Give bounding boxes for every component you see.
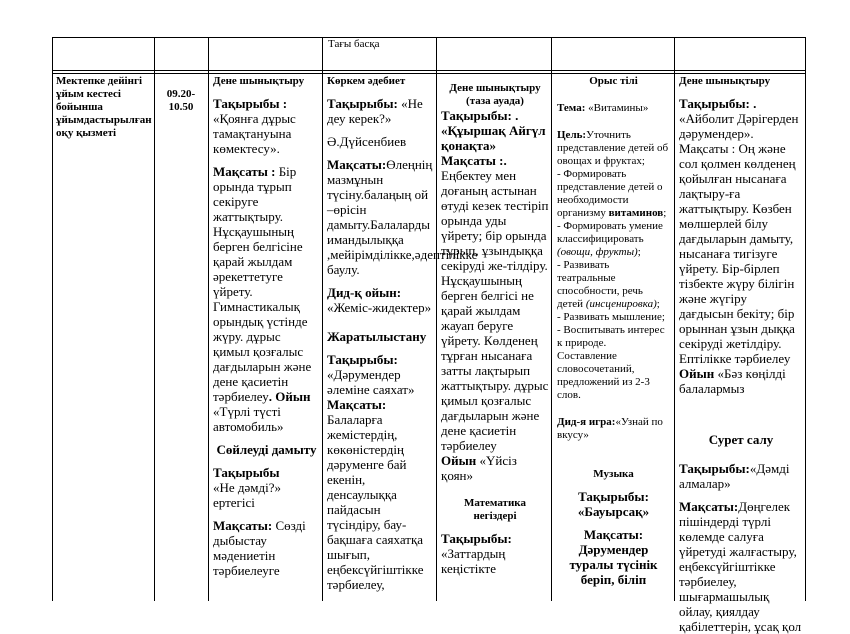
topic-text: «Айболит Дәрігерден дәрумендер».: [679, 111, 799, 141]
column-divider: [436, 37, 437, 601]
game-text: «Бәз көңілді балалармыз: [679, 366, 786, 396]
game-label: Дид-я игра:: [557, 416, 616, 428]
goal-item-italic: (инсценировка): [585, 298, 657, 310]
goal-label: Мақсаты:: [327, 397, 387, 412]
topic-paragraph: [679, 96, 803, 141]
goal-paragraph: [557, 129, 670, 168]
goal-label: Цель:: [557, 129, 587, 141]
goal-item-text: - Формировать представление детей о необходимости организму: [557, 168, 663, 219]
topic-label: Тақырыбы:: [441, 531, 512, 546]
game-label: Ойын: [679, 366, 715, 381]
lesson-title: Сурет салу: [708, 432, 774, 447]
topic-text: «Бауырсақ»: [577, 504, 650, 519]
lesson-title: Орыс тілі: [589, 75, 638, 87]
topic-text: «Не дәмді?» ертегісі: [213, 480, 282, 510]
top-row-extra: [328, 38, 432, 51]
row-label: Мектепке дейінгі ұйым кестесі бойынша ұйымдастырылған оқу қызметі: [56, 75, 152, 139]
topic-label: Тақырыбы: .: [679, 96, 757, 111]
time-cell: [156, 75, 206, 114]
goal-paragraph: [213, 518, 320, 578]
game-paragraph: [441, 453, 549, 483]
goal-text: Мақсаты : Оң және сол қолмен көлденең қойылған нысанаға лақтыру-ға жаттықтыру. Көзбен мөлшерлей білу дағдыларын дамыту, нысанаға тигізуге үйрету. Бір-бірлеп тізбекте жүру білігін және жүгіру дағдысын бекіту; бір орыннан ұзын дыққа секіруді жетілдіру. Ептілікке тәрбиелеу: [679, 141, 796, 366]
topic-text: «Құыршақ Айгүл қонақта»: [441, 123, 546, 153]
goal-text: Балаларға жемістердің, көкөністердің дәруменге бай екенін, денсаулыққа пайдасын түсіндіру, бау-бақшаға саяхатқа шығып, еңбексүйгіштікке тәрбиелеу,: [327, 412, 424, 592]
game-paragraph: [557, 416, 670, 442]
topic-text: «Заттардың кеңістікте: [441, 546, 506, 576]
row-divider: [52, 70, 806, 71]
goal-label: Мақсаты:: [679, 499, 739, 514]
topic-paragraph: [679, 461, 803, 491]
goal-item-italic: (овощи, фрукты): [557, 246, 638, 258]
goal-paragraph: [327, 157, 478, 277]
goal-text: Сөзді дыбыстау мәдениетін тәрбиелеуге: [213, 518, 306, 578]
column-divider: [154, 37, 155, 601]
goal-label: Мақсаты :.: [441, 153, 507, 168]
topic-label: Тақырыбы: [213, 465, 280, 480]
table-border-right: [805, 37, 806, 601]
lesson-subtitle: (таза ауада): [466, 95, 524, 107]
lesson-title: Көркем әдебиет: [327, 75, 406, 87]
topic-text: «Дәмді алмалар»: [679, 461, 790, 491]
goal-text: Дөңгелек пішіндерді түрлі көлемде салуға үйретуді жалғастыру, еңбексүйгіштікке тәрбиелеу, шығармашылық ойлау, қиялдау қабілеттерін, ұсақ қол: [679, 499, 802, 634]
theme-paragraph: [557, 102, 670, 115]
goal-item: - Развивать мышление;: [557, 311, 665, 323]
column-divider: [208, 37, 209, 601]
row-label-cell: [56, 75, 152, 140]
extra-text: Тағы басқа: [328, 38, 380, 50]
goal-text: Өлеңнің мазмұнын түсіну.балаңың ой –өрісін дамыту.Балаларды имандылыққа ,мейірімділікке,әдептілікке баулу.: [327, 157, 478, 277]
goal-label: Мақсаты:: [213, 518, 273, 533]
goal-item-text: - Формировать умение классифицировать: [557, 220, 663, 245]
topic-label: Тақырыбы:: [679, 461, 750, 476]
goal-label: Мақсаты:: [327, 157, 387, 172]
goal-item-end: ;: [656, 298, 660, 310]
topic-text: «Не деу керек?»: [327, 96, 423, 126]
goal-item: - Воспитывать интерес к природе.: [557, 324, 665, 349]
row-divider: [52, 73, 806, 74]
time-value: 09.20- 10.50: [166, 88, 196, 113]
goal-item-end: ;: [637, 246, 641, 258]
game-paragraph: [679, 366, 803, 396]
goal-text: Дәрумендер туралы түсінік беріп, біліп: [569, 542, 658, 587]
topic-text: «Дәрумендер әлеміне саяхат»: [327, 367, 415, 397]
goal-paragraph: [213, 164, 320, 434]
lesson-title: Дене шынықтыру: [213, 75, 305, 87]
column-divider: [674, 37, 675, 601]
goal-item: [557, 259, 670, 311]
lesson-column-4: [557, 75, 670, 601]
goal-text: Бір орында тұрып секіруге жаттықтыру. Нұсқаушының берген белгісіне қарай жылдам әрекеттетуге үйрету. Гимнастикалық орындық үстінде жүру. дұрыс қимыл қозғалыс дағдыларын және дене қасиетін тәрбиелеу: [213, 164, 312, 404]
game-label: . Ойын: [268, 389, 311, 404]
table-border-left: [52, 37, 53, 601]
topic-text: «Қоянға дұрыс тамақтануына көмектесу».: [213, 111, 296, 156]
game-text: «Жеміс-жидектер»: [327, 300, 432, 315]
goal-item-bold: витаминов: [608, 207, 664, 219]
lesson-column-1: [213, 75, 320, 601]
topic-label: Тақырыбы:: [578, 489, 649, 504]
lesson-title: Сөйлеуді дамыту: [216, 442, 317, 457]
lesson-title: Жаратылыстану: [327, 329, 427, 344]
author-name: Ә.Дүйсенбиев: [327, 134, 407, 149]
goal-text: Еңбектеу мен доғаның астынан өтуді кезек тестіріп орында уды үйрету; бір орында тұрып, ұзындыққа секіруді же-тілдіру. Нұсқаушының берген белгісі не қарай жылдам жауап беруге үйрету. Көлденең тұрған нысанаға затты лақтырып жаттықтыру. дұрыс қимыл қозғалыс дағдыларын және дене қасиетін тәрбиелеу: [441, 168, 549, 453]
lesson-title: Музыка: [593, 468, 634, 480]
goal-item: [557, 220, 670, 259]
lesson-column-5: [679, 75, 803, 634]
column-divider: [551, 37, 552, 601]
goal-item: [557, 168, 670, 220]
game-text: «Түрлі түсті автомобиль»: [213, 404, 284, 434]
goal-item-text: - Развивать театральные способности, речь детей: [557, 259, 643, 310]
topic-label: Тақырыбы:: [327, 352, 398, 367]
game-label: Ойын: [441, 453, 477, 468]
lesson-column-3: [441, 82, 549, 601]
column-divider: [322, 37, 323, 601]
goal-label: Мақсаты:: [583, 527, 644, 542]
game-text: «Үйсіз қоян»: [441, 453, 517, 483]
topic-label: Тақырыбы :: [213, 96, 288, 111]
goal-paragraph: [679, 499, 803, 634]
topic-label: Тақырыбы: .: [441, 108, 519, 123]
topic-paragraph: [327, 96, 434, 126]
game-label: Дид-қ ойын:: [327, 285, 402, 300]
goal-item: Составление словосочетаний, предложений из 2-3 слов.: [557, 350, 650, 401]
schedule-table: [52, 37, 806, 634]
goal-item-end: ;: [663, 207, 667, 219]
topic-label: Тақырыбы:: [327, 96, 398, 111]
lesson-title: Дене шынықтыру: [679, 75, 771, 87]
game-text: «Узнай по вкусу»: [557, 416, 663, 441]
lesson-title: Математика негіздері: [464, 497, 526, 522]
theme-text: «Витамины»: [585, 102, 649, 114]
theme-label: Тема:: [557, 102, 586, 114]
lesson-title: Дене шынықтыру: [449, 82, 541, 94]
goal-label: Мақсаты :: [213, 164, 276, 179]
goal-text: Уточнить представление детей об овощах и фруктах;: [557, 129, 669, 167]
